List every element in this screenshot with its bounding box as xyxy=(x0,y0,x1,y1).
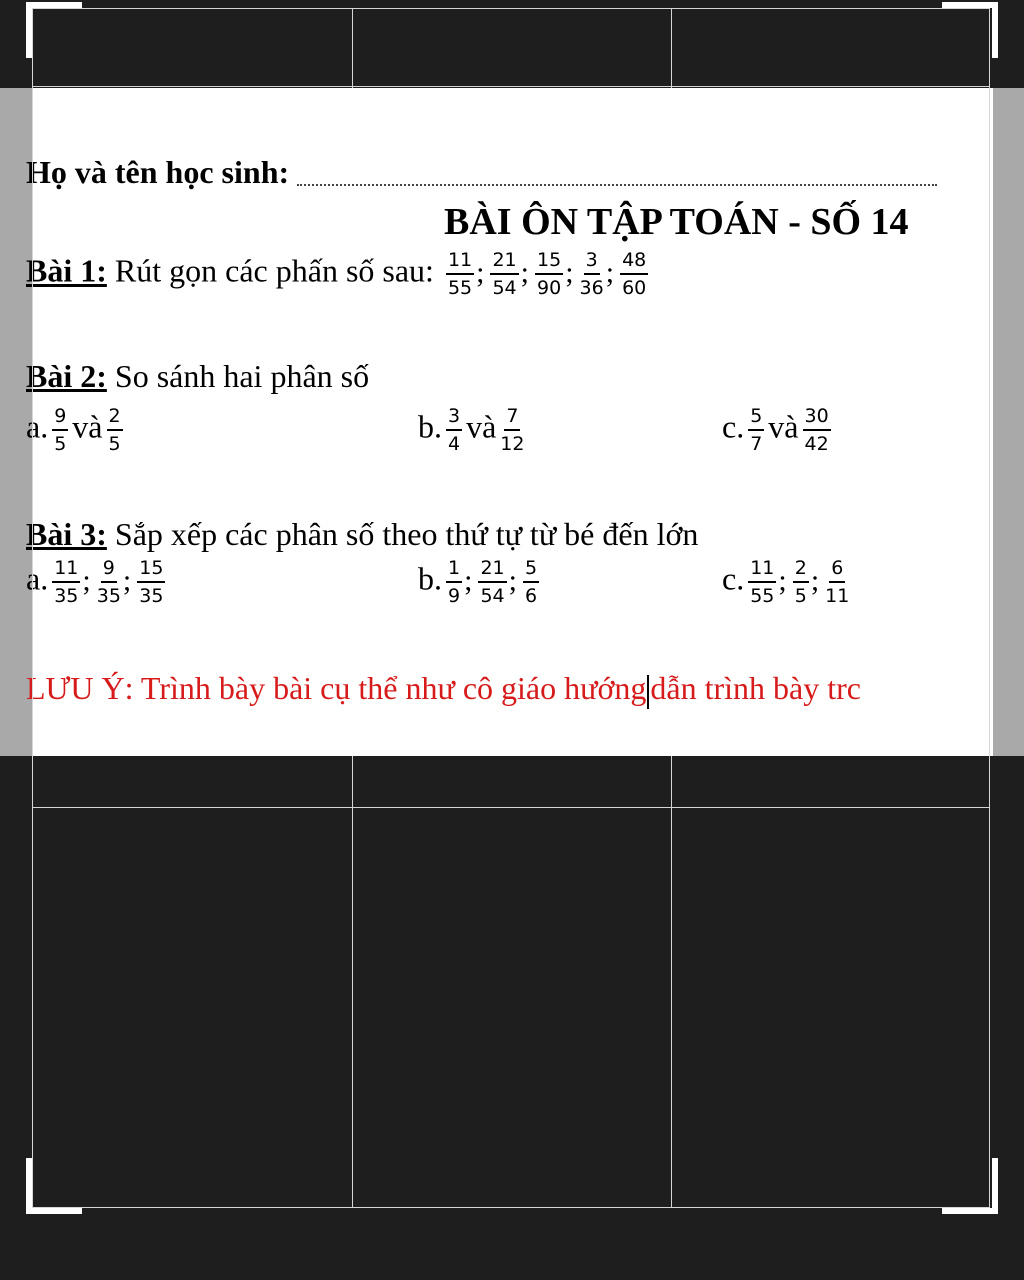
bai3-fraction xyxy=(137,558,165,607)
fraction-numerator: 6 xyxy=(829,558,845,583)
part-letter: b. xyxy=(418,408,442,445)
fraction-numerator: 5 xyxy=(523,558,539,583)
crop-gridline-middle xyxy=(32,807,990,808)
bai1-fraction xyxy=(620,250,648,299)
fraction-separator: ; xyxy=(508,563,517,597)
bai1-fraction xyxy=(580,250,604,299)
bai1-line xyxy=(26,250,652,299)
fraction-denominator: 7 xyxy=(750,432,763,455)
bai2-fraction xyxy=(500,406,524,455)
fraction-denominator: 12 xyxy=(500,432,525,455)
fraction-separator: ; xyxy=(476,255,485,289)
fraction-denominator: 54 xyxy=(480,584,505,607)
fraction-denominator: 4 xyxy=(448,432,461,455)
student-name-label: Họ và tên học sinh: xyxy=(26,154,290,190)
fraction-numerator: 3 xyxy=(446,406,462,431)
fraction-denominator: 55 xyxy=(750,584,775,607)
fraction-numerator: 30 xyxy=(803,406,831,431)
fraction-separator: ; xyxy=(565,255,574,289)
bai2-heading xyxy=(26,358,369,395)
fraction-denominator: 60 xyxy=(622,276,647,299)
crop-handle-bottom-left[interactable] xyxy=(26,1208,82,1214)
crop-gridline-v2-top xyxy=(671,8,672,88)
fraction-numerator: 7 xyxy=(504,406,520,431)
crop-handle-bottom-left-vertical[interactable] xyxy=(26,1158,32,1214)
fraction-numerator: 2 xyxy=(793,558,809,583)
fraction-separator: ; xyxy=(778,563,787,597)
fraction-denominator: 90 xyxy=(537,276,562,299)
fraction-separator: ; xyxy=(605,255,615,289)
bai2-fraction xyxy=(107,406,123,455)
fraction-numerator: 2 xyxy=(107,406,123,431)
fraction-denominator: 55 xyxy=(447,276,473,299)
fraction-denominator: 35 xyxy=(54,584,79,607)
crop-handle-bottom-right-vertical[interactable] xyxy=(992,1158,998,1214)
fraction-numerator: 5 xyxy=(748,406,764,431)
bai3-fraction xyxy=(748,558,776,607)
fraction-numerator: 21 xyxy=(478,558,506,583)
bai3-fraction xyxy=(523,558,539,607)
bai2-fraction xyxy=(52,406,68,455)
fraction-denominator: 42 xyxy=(804,432,829,455)
bai3-fraction xyxy=(825,558,849,607)
document-page xyxy=(26,88,993,756)
part-letter: a. xyxy=(26,560,49,597)
fraction-separator: ; xyxy=(82,563,91,597)
fraction-separator: ; xyxy=(520,255,529,289)
fraction-denominator: 5 xyxy=(54,432,67,455)
bai2-text: So sánh hai phân số xyxy=(114,358,370,394)
fraction-numerator: 1 xyxy=(446,558,462,583)
bai2-part-a xyxy=(26,406,127,455)
fraction-numerator: 11 xyxy=(748,558,776,583)
fraction-separator: ; xyxy=(464,563,473,597)
student-name-line xyxy=(26,154,937,191)
fraction-numerator: 3 xyxy=(584,250,600,275)
joiner-text: và xyxy=(72,408,103,445)
fraction-denominator: 54 xyxy=(492,276,517,299)
bai1-fraction xyxy=(490,250,518,299)
crop-gridline-v1-bottom xyxy=(352,756,353,1208)
crop-handle-top-right-vertical[interactable] xyxy=(992,2,998,58)
fraction-separator: ; xyxy=(810,563,820,597)
fraction-denominator: 9 xyxy=(448,584,461,607)
page-title: BÀI ÔN TẬP TOÁN - SỐ 14 xyxy=(444,201,909,243)
bai3-fraction xyxy=(52,558,80,607)
fraction-denominator: 36 xyxy=(579,276,604,299)
bai2-fraction xyxy=(748,406,764,455)
bai2-fraction xyxy=(803,406,831,455)
bai3-part-c xyxy=(722,558,853,607)
fraction-denominator: 11 xyxy=(825,584,850,607)
part-letter: b. xyxy=(418,560,442,597)
note-text-before: LƯU Ý: Trình bày bài cụ thể như cô giáo hướng xyxy=(26,670,647,706)
bai3-text: Sắp xếp các phân số theo thứ tự từ bé đến lớn xyxy=(114,516,699,552)
part-letter: a. xyxy=(26,408,49,445)
bai2-part-c xyxy=(722,406,835,455)
bai3-fraction xyxy=(793,558,809,607)
fraction-numerator: 11 xyxy=(52,558,80,583)
fraction-denominator: 6 xyxy=(524,584,538,607)
bai2-fraction xyxy=(446,406,462,455)
fraction-denominator: 5 xyxy=(108,432,121,455)
bai1-label: Bài 1: xyxy=(26,252,107,289)
bai3-fraction xyxy=(478,558,506,607)
fraction-numerator: 15 xyxy=(535,250,563,275)
name-dotted-line xyxy=(297,166,937,186)
crop-gridline-v1-top xyxy=(352,8,353,88)
fraction-numerator: 9 xyxy=(101,558,117,583)
crop-handle-top-left[interactable] xyxy=(26,2,82,8)
bai2-part-b xyxy=(418,406,528,455)
fraction-denominator: 35 xyxy=(96,584,121,607)
bai3-fraction xyxy=(97,558,121,607)
crop-gridline-top xyxy=(32,86,990,87)
crop-handle-bottom-right[interactable] xyxy=(942,1208,998,1214)
fraction-separator: ; xyxy=(122,563,132,597)
fraction-denominator: 5 xyxy=(794,584,807,607)
fraction-numerator: 48 xyxy=(620,250,648,275)
fraction-denominator: 35 xyxy=(139,584,164,607)
note-line[interactable] xyxy=(26,670,861,709)
crop-handle-top-left-vertical[interactable] xyxy=(26,2,32,58)
crop-gridline-v2-bottom xyxy=(671,756,672,1208)
bai1-fraction xyxy=(446,250,474,299)
bai1-fraction-list xyxy=(442,249,652,299)
bai1-text: Rút gọn các phấn số sau: xyxy=(114,252,434,289)
fraction-numerator: 11 xyxy=(446,250,474,275)
fraction-numerator: 9 xyxy=(52,406,68,431)
bai3-heading xyxy=(26,516,698,553)
part-letter: c. xyxy=(722,408,745,445)
bai1-fraction xyxy=(535,250,563,299)
joiner-text: và xyxy=(768,408,799,445)
note-text-after: dẫn trình bày trc xyxy=(650,670,861,706)
fraction-numerator: 15 xyxy=(137,558,165,583)
bai2-label: Bài 2: xyxy=(26,358,107,394)
part-letter: c. xyxy=(722,560,745,597)
fraction-numerator: 21 xyxy=(490,250,518,275)
bai3-part-b xyxy=(418,558,543,607)
bai3-part-a xyxy=(26,558,169,607)
joiner-text: và xyxy=(466,408,497,445)
crop-handle-top-right[interactable] xyxy=(942,2,998,8)
bai3-fraction xyxy=(446,558,462,607)
bai3-label: Bài 3: xyxy=(26,516,107,552)
